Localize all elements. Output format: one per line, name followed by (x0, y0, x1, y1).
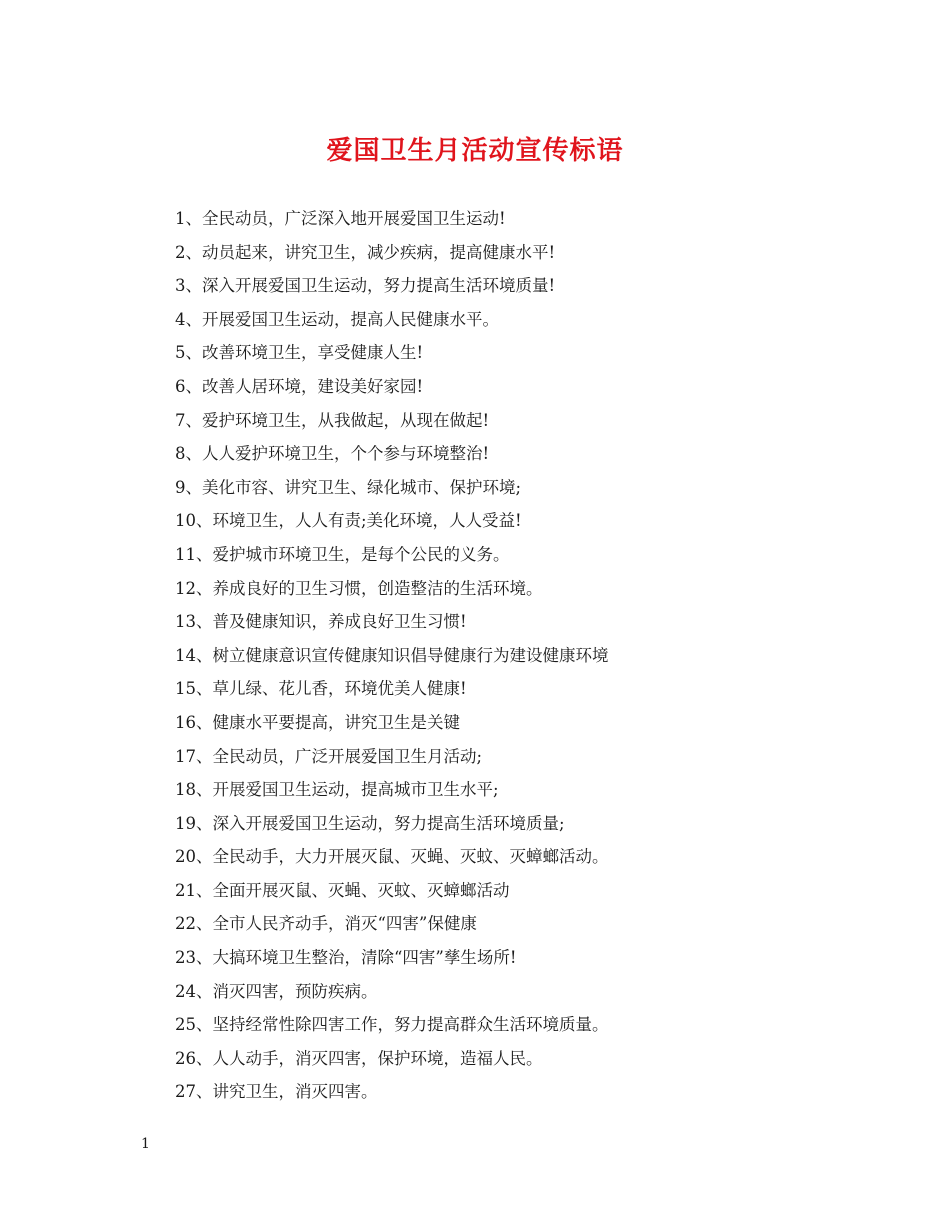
slogan-item: 17、全民动员，广泛开展爱国卫生月活动; (175, 746, 483, 766)
document-title: 爱国卫生月活动宣传标语 (326, 136, 624, 166)
slogan-item: 16、健康水平要提高，讲究卫生是关键 (175, 712, 460, 732)
slogan-item: 23、大搞环境卫生整治，清除“四害”孳生场所! (175, 948, 517, 968)
slogan-item: 9、美化市容、讲究卫生、绿化城市、保护环境; (175, 477, 522, 497)
slogan-item: 5、改善环境卫生，享受健康人生! (175, 343, 424, 363)
page-number: 1 (141, 1136, 150, 1152)
slogan-item: 10、环境卫生，人人有责;美化环境，人人受益! (175, 511, 522, 531)
slogan-item: 24、消灭四害，预防疾病。 (175, 981, 378, 1001)
slogan-item: 7、爱护环境卫生，从我做起，从现在做起! (175, 410, 490, 430)
slogan-item: 18、开展爱国卫生运动，提高城市卫生水平; (175, 780, 499, 800)
slogan-item: 6、改善人居环境，建设美好家园! (175, 376, 424, 396)
slogan-item: 3、深入开展爱国卫生运动，努力提高生活环境质量! (175, 276, 556, 296)
slogan-item: 26、人人动手，消灭四害，保护环境，造福人民。 (175, 1048, 543, 1068)
slogan-item: 22、全市人民齐动手，消灭“四害”保健康 (175, 914, 477, 934)
slogan-item: 11、爱护城市环境卫生，是每个公民的义务。 (175, 544, 510, 564)
slogan-item: 15、草儿绿、花儿香，环境优美人健康! (175, 679, 467, 699)
slogan-list (175, 202, 895, 1109)
slogan-item: 20、全民动手，大力开展灭鼠、灭蝇、灭蚊、灭蟑螂活动。 (175, 847, 609, 867)
slogan-item: 2、动员起来，讲究卫生，减少疾病，提高健康水平! (175, 242, 556, 262)
slogan-item: 13、普及健康知识，养成良好卫生习惯! (175, 612, 467, 632)
slogan-item: 27、讲究卫生，消灭四害。 (175, 1082, 378, 1102)
slogan-item: 25、坚持经常性除四害工作，努力提高群众生活环境质量。 (175, 1015, 609, 1035)
slogan-item: 4、开展爱国卫生运动，提高人民健康水平。 (175, 309, 499, 329)
slogan-item: 1、全民动员，广泛深入地开展爱国卫生运动! (175, 209, 506, 228)
slogan-item: 12、养成良好的卫生习惯，创造整洁的生活环境。 (175, 578, 543, 598)
slogan-item: 21、全面开展灭鼠、灭蝇、灭蚊、灭蟑螂活动 (175, 880, 510, 900)
slogan-item: 8、人人爱护环境卫生，个个参与环境整治! (175, 444, 490, 464)
slogan-item: 14、树立健康意识宣传健康知识倡导健康行为建设健康环境 (175, 645, 609, 665)
slogan-item: 19、深入开展爱国卫生运动，努力提高生活环境质量; (175, 813, 565, 833)
